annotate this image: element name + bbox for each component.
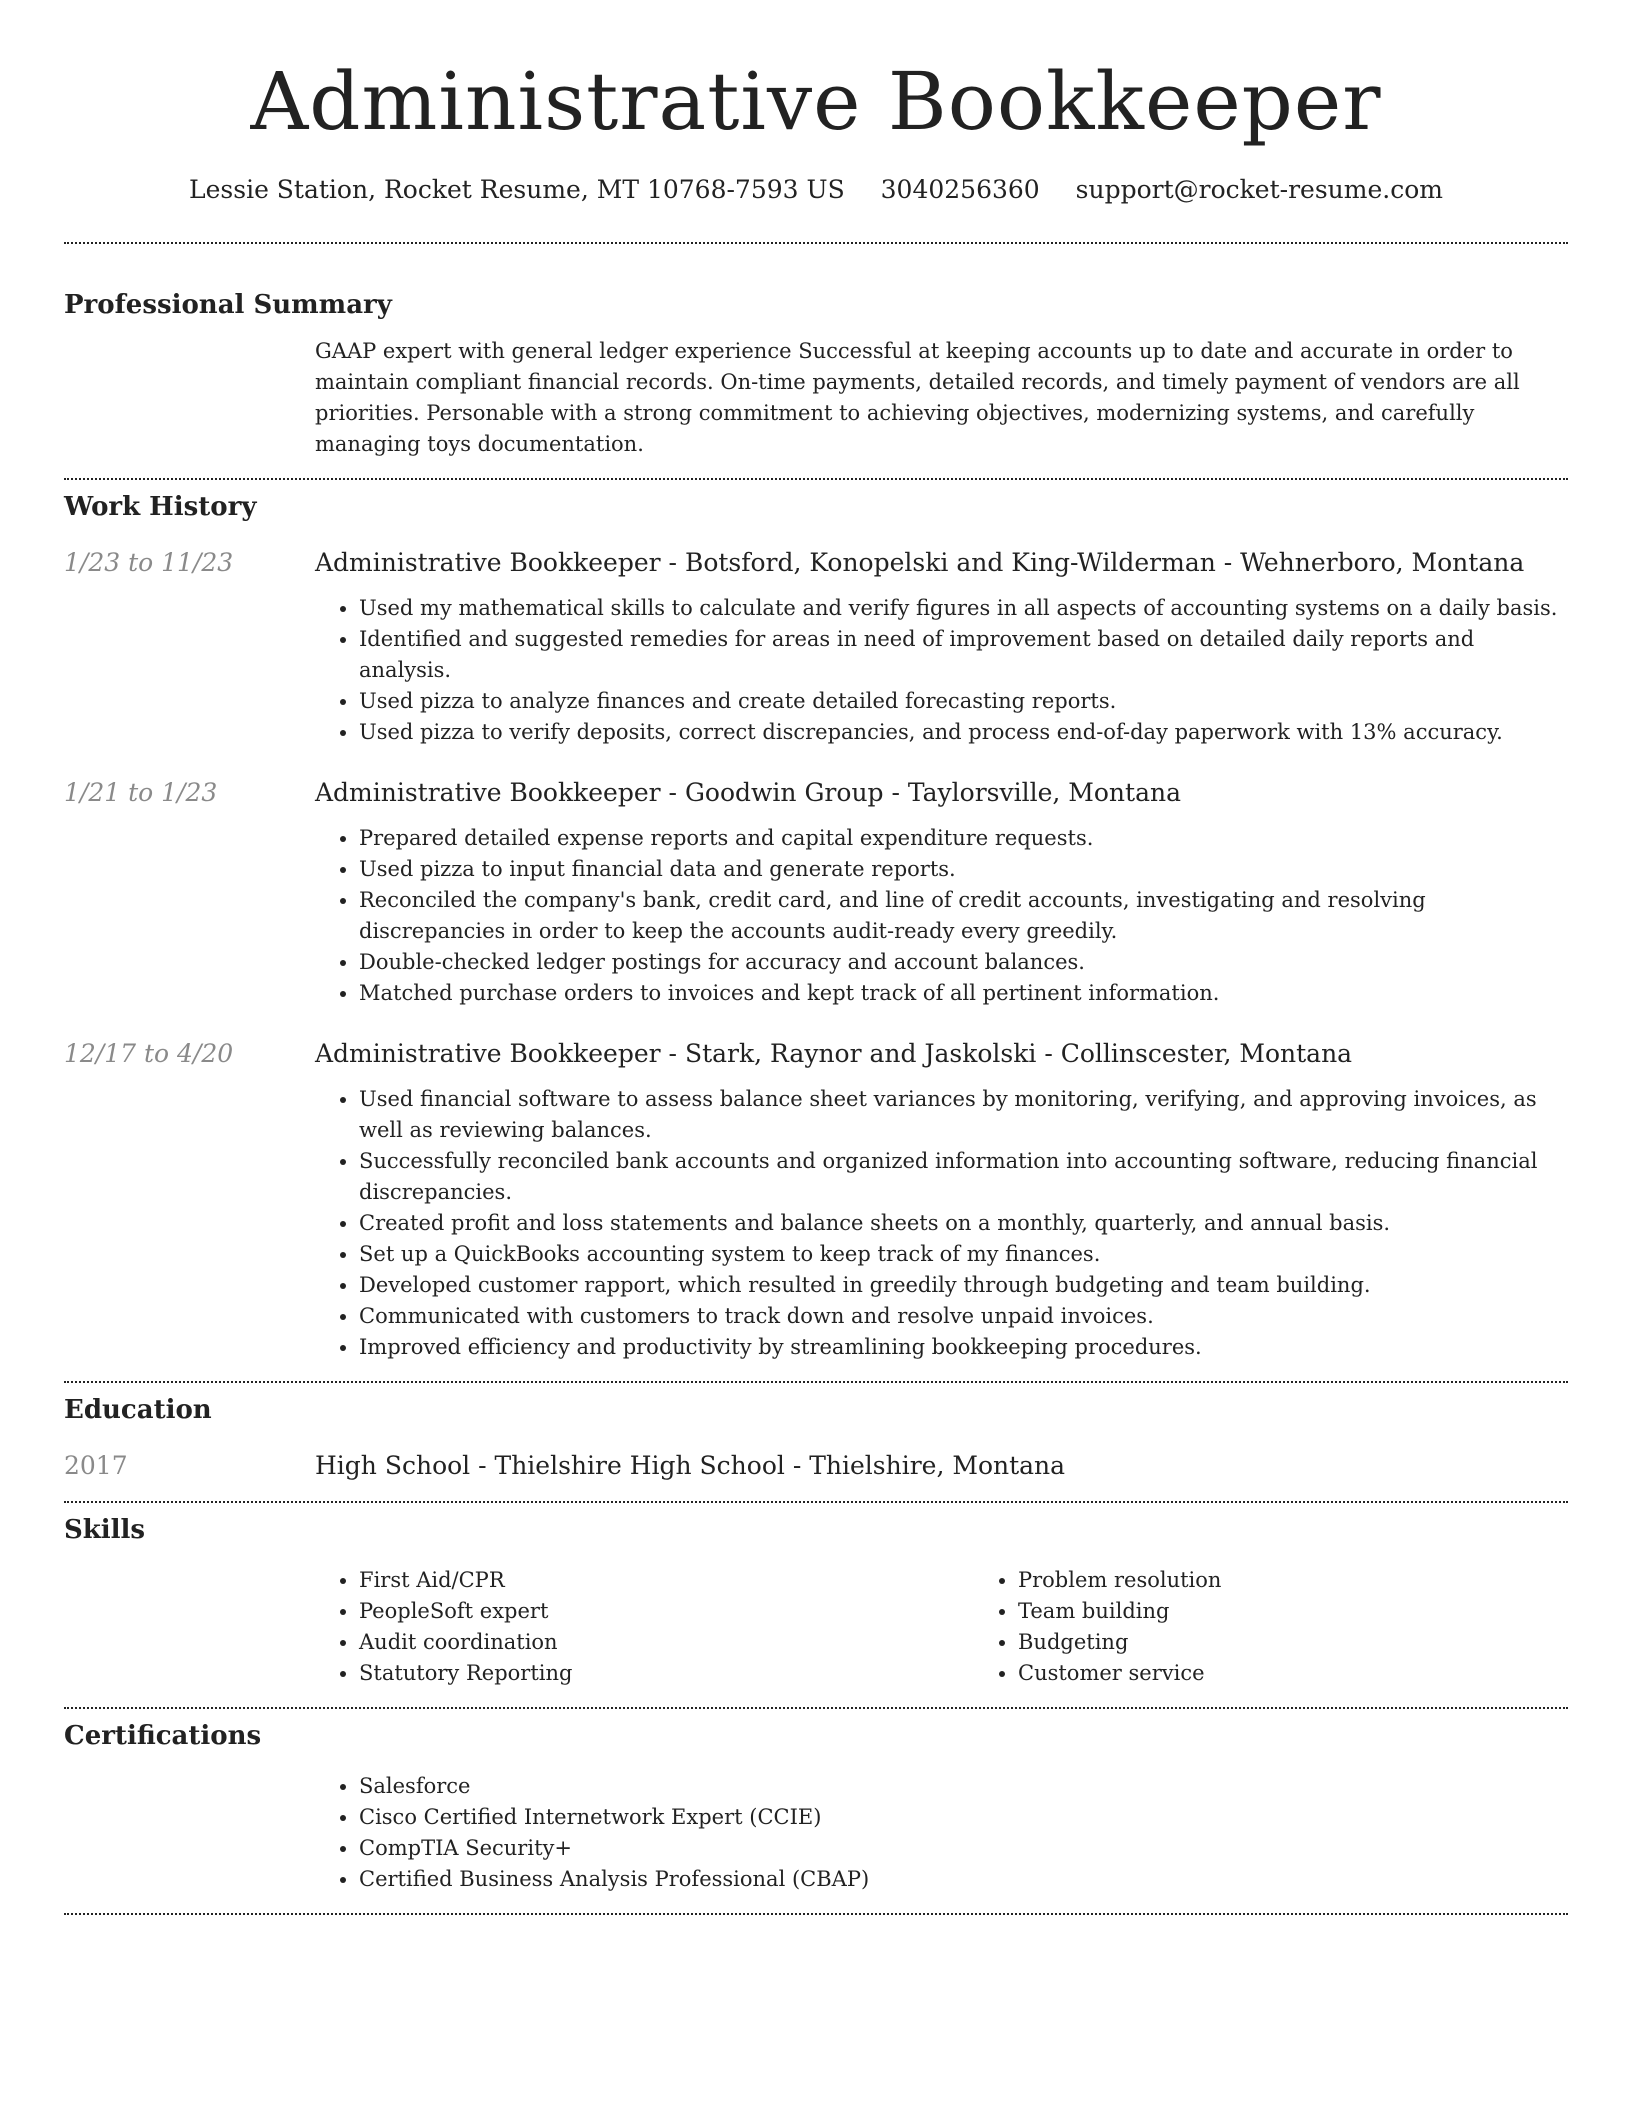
education-section	[64, 1393, 1568, 1483]
contact-email: support@rocket-resume.com	[1075, 175, 1443, 204]
list-item: • Budgeting	[1018, 1627, 1632, 1658]
job-heading: Administrative Bookkeeper - Botsford, Konopelski and King-Wilderman - Wehnerboro, Montana	[315, 548, 1525, 577]
list-item: • Created profit and loss statements and balance sheets on a monthly, quarterly, and annual basis.	[359, 1208, 1568, 1239]
skills-section	[64, 1513, 1568, 1689]
list-item: • Statutory Reporting	[359, 1658, 974, 1689]
summary-text: GAAP expert with general ledger experience Successful at keeping accounts up to date and accurate in order to maintain compliant financial records. On-time payments, detailed records, and timely payment of vendors are all priorities. Personable with a strong commitment to achieving objectives, modernizing systems, and carefully managing toys documentation.	[315, 339, 1520, 456]
contact-line	[64, 172, 1568, 208]
certifications-title: Certifications	[64, 1721, 262, 1751]
job-dates: 12/17 to 4/20	[64, 1039, 234, 1068]
job-bullets	[315, 823, 1568, 1009]
skills-list-right	[974, 1565, 1632, 1689]
list-item: • Team building	[1018, 1596, 1632, 1627]
list-item: • Cisco Certified Internetwork Expert (CCIE)	[359, 1802, 1568, 1833]
job-entry	[64, 546, 1568, 748]
candidate-name: Administrative Bookkeeper	[250, 55, 1382, 148]
list-item: • Used pizza to input financial data and generate reports.	[359, 854, 1568, 885]
list-item: • Reconciled the company's bank, credit card, and line of credit accounts, investigating and resolving discrepancies in order to keep the accounts audit-ready every greedily.	[359, 885, 1568, 947]
contact-phone: 3040256360	[880, 175, 1040, 204]
list-item: • Communicated with customers to track down and resolve unpaid invoices.	[359, 1301, 1568, 1332]
resume-page	[64, 0, 1568, 1915]
list-item: • Identified and suggested remedies for areas in need of improvement based on detailed daily reports and analysis.	[359, 624, 1568, 686]
list-item: • First Aid/CPR	[359, 1565, 974, 1596]
summary-section	[64, 288, 1568, 460]
education-heading: High School - Thielshire High School - Thielshire, Montana	[315, 1451, 1066, 1480]
list-item: • Developed customer rapport, which resulted in greedily through budgeting and team building.	[359, 1270, 1568, 1301]
list-item: • Prepared detailed expense reports and capital expenditure requests.	[359, 823, 1568, 854]
job-dates: 1/23 to 11/23	[64, 548, 234, 577]
divider	[64, 242, 1568, 244]
certifications-list	[315, 1771, 1568, 1895]
list-item: • Successfully reconciled bank accounts and organized information into accounting software, reducing financial discrepancies.	[359, 1146, 1568, 1208]
job-heading: Administrative Bookkeeper - Goodwin Group - Taylorsville, Montana	[315, 778, 1181, 807]
list-item: • Certified Business Analysis Professional (CBAP)	[359, 1864, 1568, 1895]
list-item: • Used pizza to verify deposits, correct discrepancies, and process end-of-day paperwork with 13% accuracy.	[359, 717, 1568, 748]
divider	[64, 1501, 1568, 1503]
skills-title: Skills	[64, 1515, 146, 1545]
list-item: • Customer service	[1018, 1658, 1632, 1689]
list-item: • Used pizza to analyze finances and create detailed forecasting reports.	[359, 686, 1568, 717]
list-item: • Matched purchase orders to invoices and kept track of all pertinent information.	[359, 978, 1568, 1009]
list-item: • Used my mathematical skills to calculate and verify figures in all aspects of accounting systems on a daily basis.	[359, 593, 1568, 624]
job-bullets	[315, 1084, 1568, 1363]
list-item: • Set up a QuickBooks accounting system to keep track of my finances.	[359, 1239, 1568, 1270]
divider	[64, 1913, 1568, 1915]
summary-title: Professional Summary	[64, 290, 392, 320]
work-history-title: Work History	[64, 492, 257, 522]
list-item: • Improved efficiency and productivity by streamlining bookkeeping procedures.	[359, 1332, 1568, 1363]
contact-address: Lessie Station, Rocket Resume, MT 10768-7593 US	[189, 175, 845, 204]
list-item: • PeopleSoft expert	[359, 1596, 974, 1627]
list-item: • Audit coordination	[359, 1627, 974, 1658]
education-title: Education	[64, 1395, 212, 1425]
divider	[64, 478, 1568, 480]
certifications-section	[64, 1719, 1568, 1895]
skills-list-left	[315, 1565, 974, 1689]
job-dates: 1/21 to 1/23	[64, 778, 218, 807]
list-item: • Double-checked ledger postings for accuracy and account balances.	[359, 947, 1568, 978]
divider	[64, 1707, 1568, 1709]
education-year: 2017	[64, 1451, 128, 1480]
work-history-section	[64, 490, 1568, 1363]
list-item: • Salesforce	[359, 1771, 1568, 1802]
list-item: • Problem resolution	[1018, 1565, 1632, 1596]
job-entry	[64, 1037, 1568, 1363]
job-bullets	[315, 593, 1568, 748]
job-heading: Administrative Bookkeeper - Stark, Raynor and Jaskolski - Collinscester, Montana	[315, 1039, 1353, 1068]
list-item: • Used financial software to assess balance sheet variances by monitoring, verifying, and approving invoices, as well as reviewing balances.	[359, 1084, 1568, 1146]
divider	[64, 1381, 1568, 1383]
job-entry	[64, 776, 1568, 1009]
list-item: • CompTIA Security+	[359, 1833, 1568, 1864]
